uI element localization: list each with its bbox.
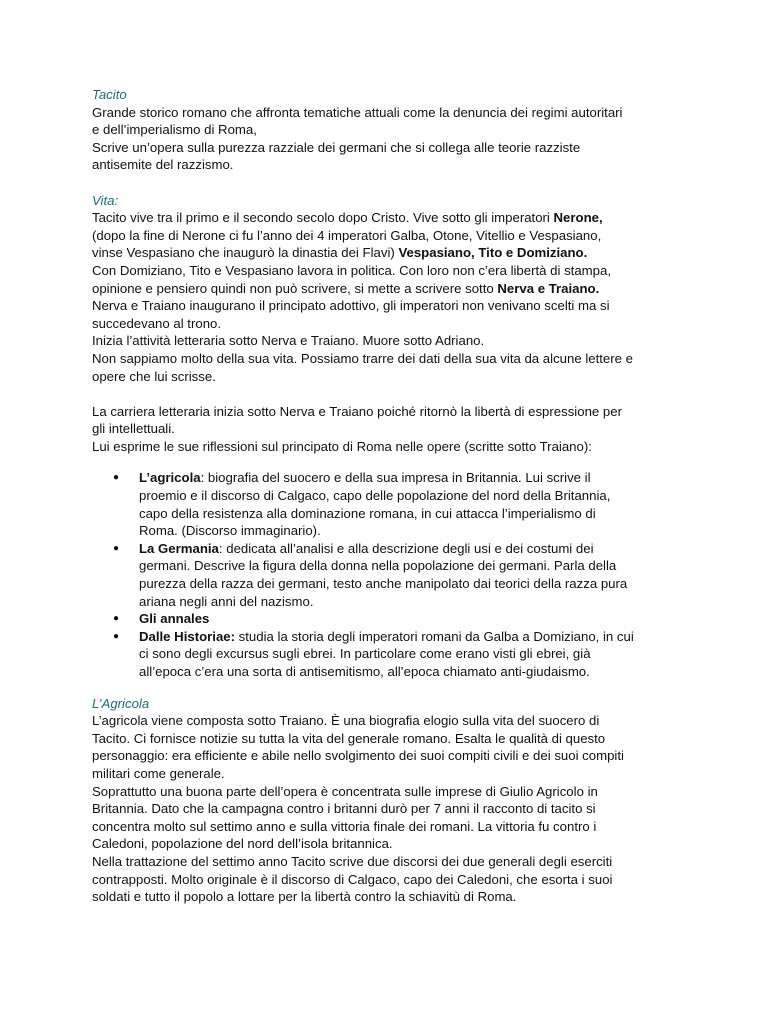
text-line: purezza della razza dei germani, testo anche manipolato dai teorici della razza pura <box>139 576 628 592</box>
bold-text: La Germania <box>139 540 219 556</box>
text-line: succedevano al trono. <box>92 315 222 331</box>
text-run: Tacito vive tra il primo e il secondo secolo dopo Cristo. Vive sotto gli imperatori <box>92 210 554 226</box>
text-line: Caledoni, popolazione del nord dell’isola britannica. <box>92 836 393 852</box>
text-line: militari come generale. <box>92 765 225 781</box>
text-line: Inizia l’attività letteraria sotto Nerva e Traiano. Muore sotto Adriano. <box>92 333 485 349</box>
text-line: Nerva e Traiano inaugurano il principato adottivo, gli imperatori non venivano scelti ma si <box>92 298 610 314</box>
heading-tacito: Tacito <box>92 87 127 102</box>
list-item <box>92 540 692 610</box>
text-line: Tacito. Ci fornisce notizie su tutta la vita del generale romano. Esalta le qualità di questo <box>92 730 606 746</box>
paragraph-agricola <box>92 712 692 906</box>
text-line: Roma. (Discorso immaginario). <box>139 523 321 539</box>
text-line <box>139 610 692 628</box>
text-run: studia la storia degli imperatori romani da Galba a Domiziano, in cui <box>235 628 634 644</box>
text-line <box>92 209 692 227</box>
text-line: Nella trattazione del settimo anno Tacito scrive due discorsi dei due generali degli eserciti <box>92 853 613 869</box>
bold-text: Nerone, <box>553 210 603 226</box>
bold-text: Gli annales <box>139 611 210 627</box>
text-run: : biografia del suocero e della sua impresa in Britannia. Lui scrive il <box>200 470 591 486</box>
text-line <box>92 244 692 262</box>
text-line: e dell’imperialismo di Roma, <box>92 122 257 138</box>
heading-agricola: L’Agricola <box>92 695 150 711</box>
list-item <box>92 628 692 681</box>
bold-text: Nerva e Traiano. <box>497 280 600 296</box>
document-body <box>92 86 692 906</box>
text-line: ariana negli anni del nazismo. <box>139 593 314 609</box>
paragraph-vita <box>92 209 692 385</box>
text-line <box>92 280 692 298</box>
text-line: opere che lui scrisse. <box>92 368 216 384</box>
bold-text: Vespasiano, Tito e Domiziano. <box>398 245 588 261</box>
text-line: concentra molto sul settimo anno e sulla vittoria finale dei romani. La vittoria fu contro i <box>92 818 597 834</box>
text-line: Non sappiamo molto della sua vita. Possiamo trarre dei dati della sua vita da alcune lettere e <box>92 350 633 366</box>
text-line: proemio e il discorso di Calgaco, capo delle popolazione del nord della Britannia, <box>139 488 611 504</box>
text-run: opinione e pensiero quindi non può scrivere, si mette a scrivere sotto <box>92 280 498 296</box>
text-line: contrapposti. Molto originale è il discorso di Calgaco, capo dei Caledoni, che esorta i suoi <box>92 871 613 887</box>
bold-text: L’agricola <box>139 470 201 486</box>
text-line: Scrive un’opera sulla purezza razziale dei germani che si collega alle teorie razziste <box>92 139 581 155</box>
text-line: Con Domiziano, Tito e Vespasiano lavora in politica. Con loro non c’era libertà di stampa, <box>92 262 611 278</box>
text-line: gli intellettuali. <box>92 421 175 437</box>
text-line: capo della resistenza alla dominazione romana, in cui attacca l’imperialismo di <box>139 505 596 521</box>
text-line <box>139 628 692 646</box>
text-line: Britannia. Dato che la campagna contro i britanni durò per 7 anni il racconto di tacito si <box>92 801 596 817</box>
text-line: ci sono degli excursus sugli ebrei. In particolare come erano visti gli ebrei, già <box>139 646 591 662</box>
text-line: antisemite del razzismo. <box>92 157 234 173</box>
list-item <box>92 469 692 539</box>
text-run: vinse Vespasiano che inaugurò la dinastia dei Flavi) <box>92 245 399 261</box>
works-list <box>92 469 692 680</box>
heading-vita: Vita: <box>92 192 119 208</box>
text-line <box>139 469 692 487</box>
paragraph-intro <box>92 104 692 174</box>
text-line: Soprattutto una buona parte dell’opera è concentrata sulle imprese di Giulio Agricolo in <box>92 783 598 799</box>
text-line: soldati e tutto il popolo a lottare per la libertà contro la schiavitù di Roma. <box>92 889 517 905</box>
text-run: : dedicata all’analisi e alla descrizione degli usi e dei costumi dei <box>218 540 594 556</box>
paragraph-carriera <box>92 403 692 456</box>
text-line: L’agricola viene composta sotto Traiano. È una biografia elogio sulla vita del suocero di <box>92 713 600 729</box>
text-line <box>139 540 692 558</box>
bold-text: Dalle Historiae: <box>139 628 236 644</box>
text-line: germani. Descrive la figura della donna nella popolazione dei germani. Parla della <box>139 558 617 574</box>
text-line: Lui esprime le sue riflessioni sul principato di Roma nelle opere (scritte sotto Traiano): <box>92 438 592 454</box>
text-line: all’epoca c’era una sorta di antisemitismo, all’epoca chiamato anti-giudaismo. <box>139 664 590 679</box>
text-line: La carriera letteraria inizia sotto Nerva e Traiano poiché ritornò la libertà di espressione per <box>92 403 622 419</box>
text-line: personaggio: era efficiente e abile nello svolgimento dei suoi compiti civili e dei suoi compiti <box>92 748 624 764</box>
text-line: (dopo la fine di Nerone ci fu l’anno dei 4 imperatori Galba, Otone, Vitellio e Vespasiano, <box>92 227 602 243</box>
list-item <box>92 610 692 628</box>
text-line: Grande storico romano che affronta tematiche attuali come la denuncia dei regimi autoritari <box>92 104 623 120</box>
